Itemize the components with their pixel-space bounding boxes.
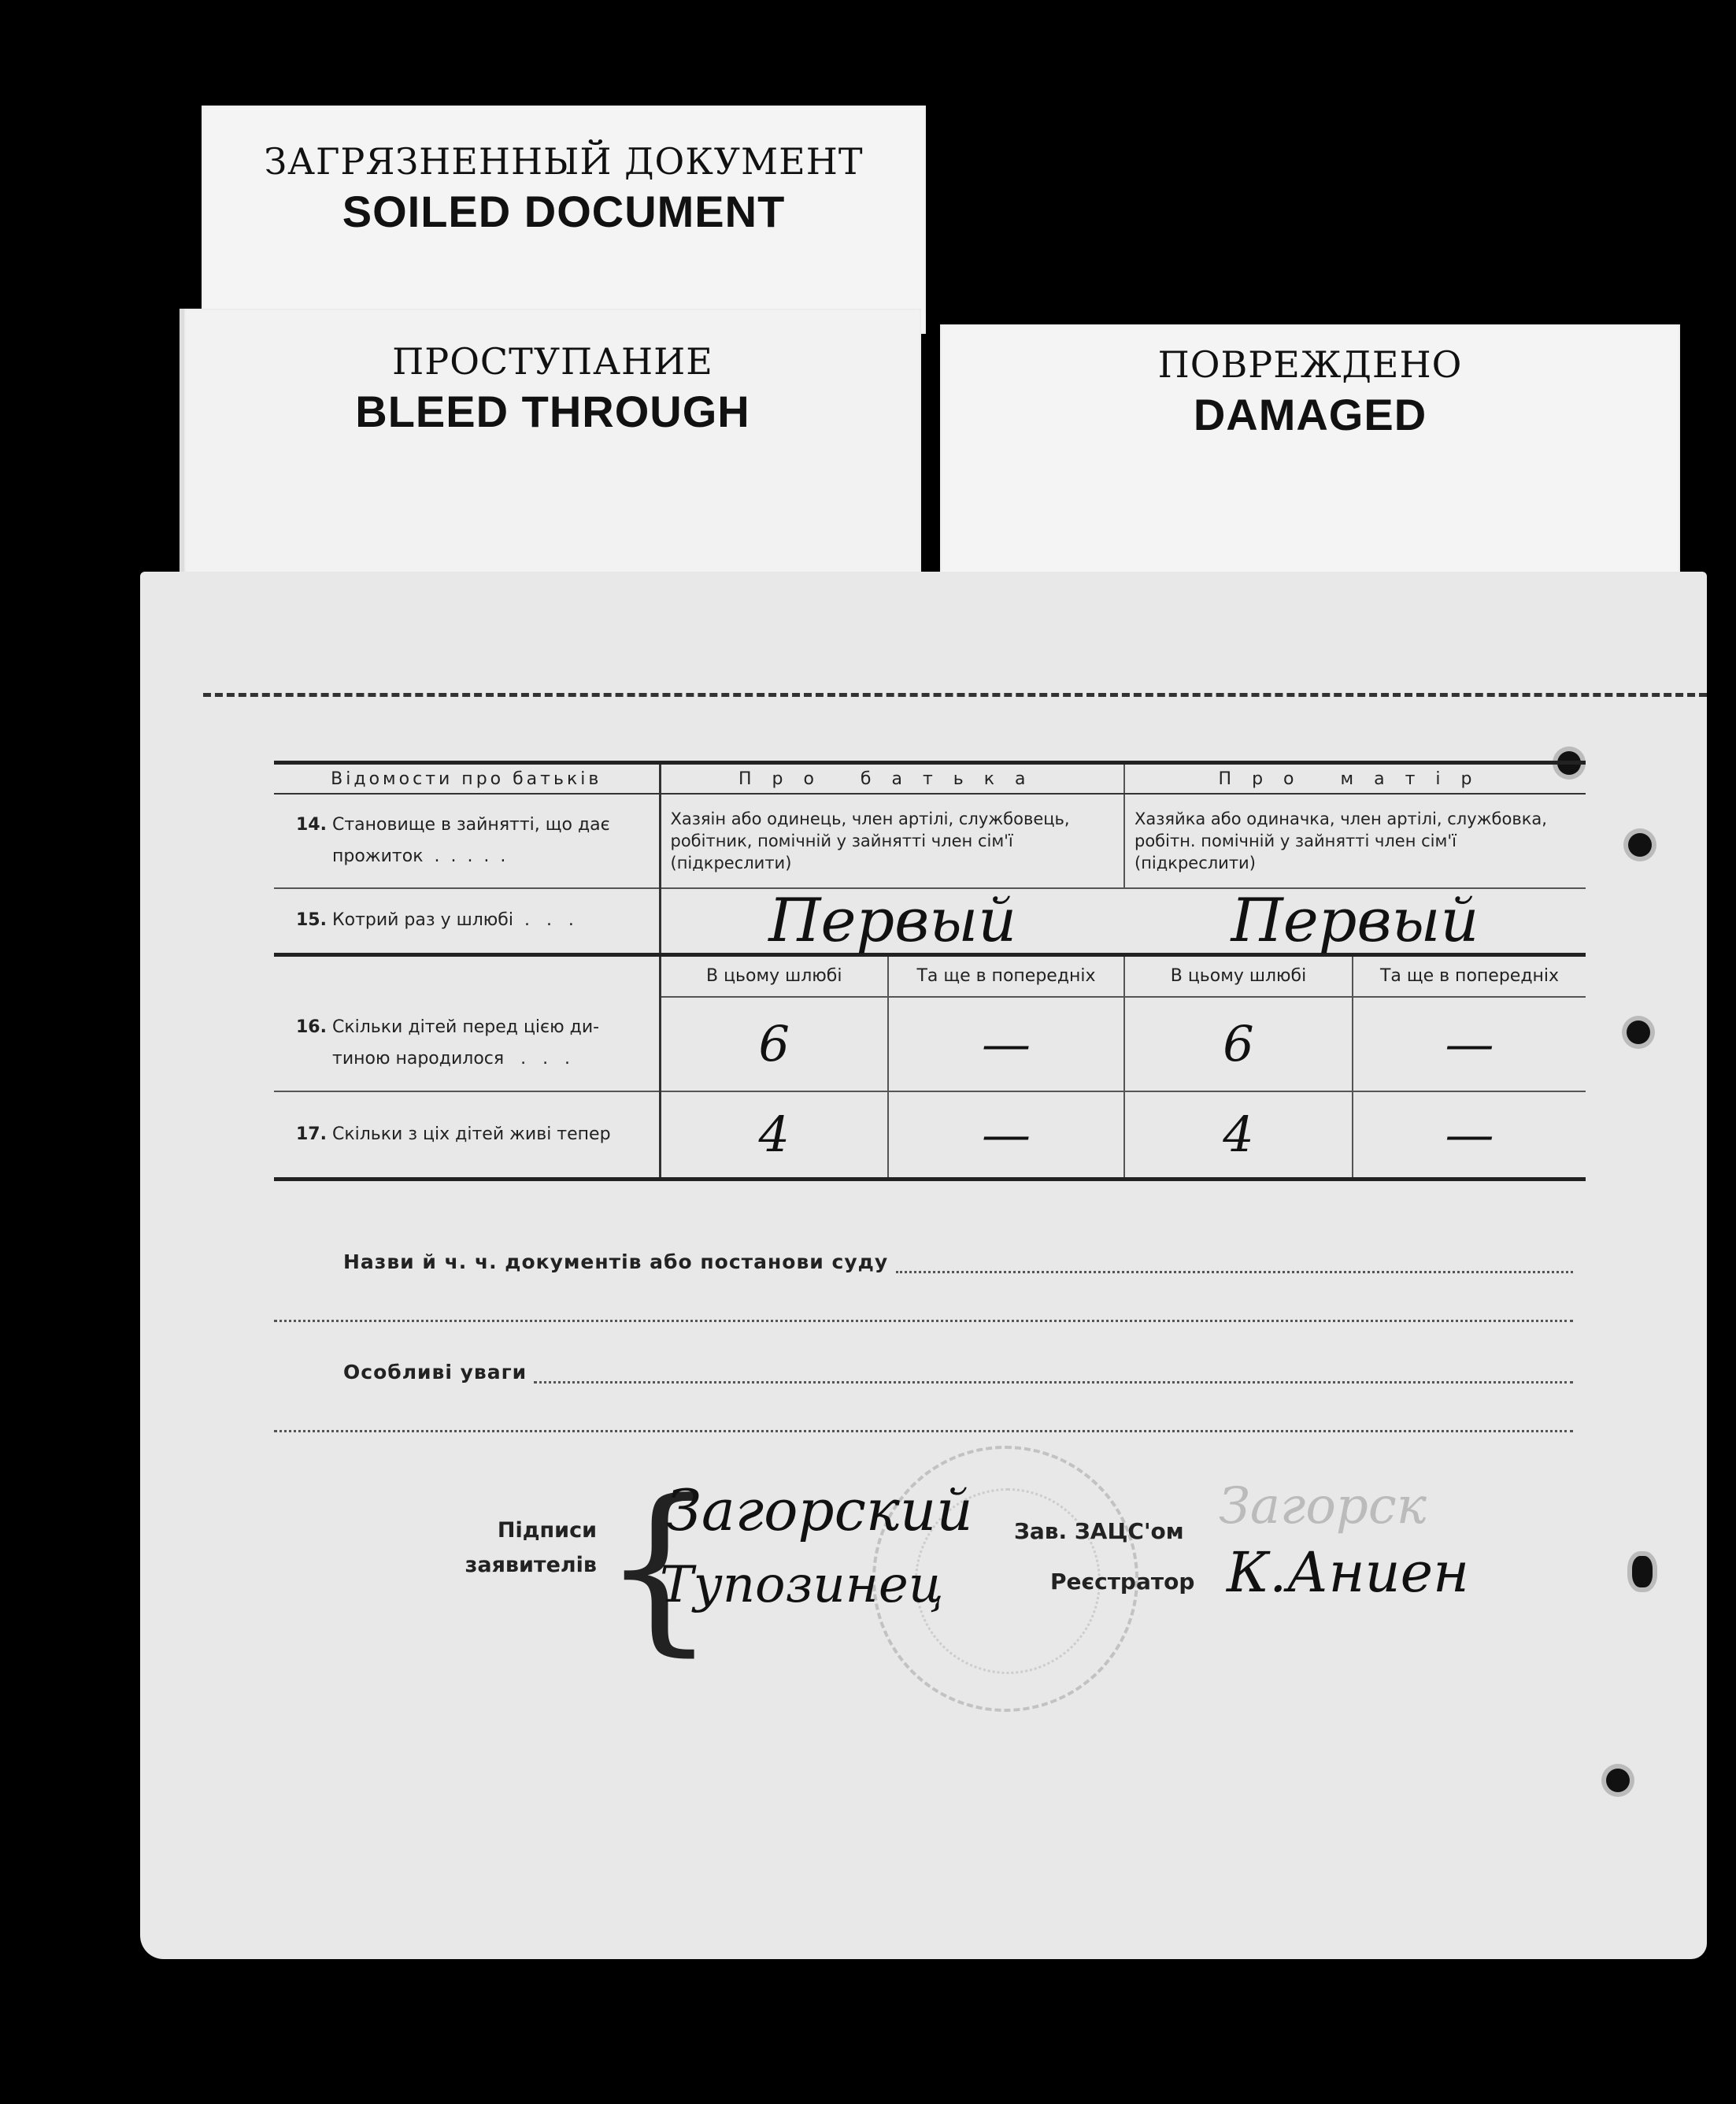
applicant-signature-2: Тупозинец xyxy=(660,1556,944,1614)
row16-father-this: 6 xyxy=(660,997,888,1091)
bleed-label-en: BLEED THROUGH xyxy=(355,387,750,436)
row17-mother-prev: — xyxy=(1353,1091,1586,1180)
row14-num: 14. xyxy=(296,815,327,835)
punch-hole xyxy=(1632,1556,1653,1587)
soiled-document-card xyxy=(202,106,926,334)
document-page xyxy=(140,572,1707,1959)
punch-hole xyxy=(1606,1769,1630,1792)
subheader-father-this: В цьому шлюбі xyxy=(660,954,888,997)
head-signature: Загорск xyxy=(1219,1477,1427,1535)
soiled-label-en: SOILED DOCUMENT xyxy=(342,187,786,236)
row16-label-b: тиною народилося xyxy=(332,1048,505,1069)
head-label: Зав. ЗАЦС'ом xyxy=(1014,1518,1184,1544)
row17-label: Скільки з ціх дітей живі тепер xyxy=(331,1124,611,1144)
remarks-line-2 xyxy=(274,1430,1573,1432)
documents-line xyxy=(896,1271,1573,1273)
remarks-line xyxy=(534,1381,1573,1384)
row16-mother-prev: — xyxy=(1353,997,1586,1091)
soiled-label-ru: ЗАГРЯЗНЕННЫЙ ДОКУМЕНТ xyxy=(264,140,864,183)
registrar-signature: К.Аниен xyxy=(1227,1540,1470,1605)
row16-father-prev: — xyxy=(888,997,1124,1091)
header-father: Про батька xyxy=(660,763,1124,795)
row17-father-this: 4 xyxy=(660,1091,888,1180)
signatures-label-a: Підписи xyxy=(497,1518,597,1543)
documents-line-2 xyxy=(274,1320,1573,1322)
header-label: Відомости про батьків xyxy=(274,763,660,795)
applicant-signature-1: Загорский xyxy=(666,1477,973,1543)
row17-num: 17. xyxy=(296,1124,327,1144)
row15-mother-value: Первый xyxy=(1231,885,1479,956)
row14-label-b: прожиток xyxy=(332,846,424,866)
documents-label: Назви й ч. ч. документів або постанови суду xyxy=(343,1250,889,1273)
signatures-brace: { xyxy=(601,1462,717,1672)
row15-label: Котрий раз у шлюбі xyxy=(331,910,513,931)
signatures-label xyxy=(329,1513,597,1583)
subheader-mother-this: В цьому шлюбі xyxy=(1124,954,1353,997)
row14-label-a: Становище в зайнятті, що дає xyxy=(331,815,610,835)
damaged-label-ru: ПОВРЕЖДЕНО xyxy=(1157,343,1463,386)
registrar-label: Реєстратор xyxy=(1050,1569,1195,1595)
row16-mother-this: 6 xyxy=(1124,997,1353,1091)
bleed-label-ru: ПРОСТУПАНИЕ xyxy=(392,340,713,383)
punch-hole xyxy=(1628,833,1652,857)
punch-hole xyxy=(1627,1021,1650,1044)
row15-father-value: Первый xyxy=(660,888,1124,954)
parents-info-table: Відомости про батьків Про батька Про матір 14. Становище в зайнятті, що дає прожиток . . . . . Хазяін або одинець, член артілі, службовець, робітник, помічній у зайнятті член сім'ї (підкреслити) Хазяйка або одиначка, член артілі, службовка, робітн. помічній у зайнятті член сім'ї (підкреслити) 15. Котрий раз у шлюбі . . . Первый Первый 16. Скільки дітей перед цією ди- тиною народилося . . . В цьому шлюбі Та ще в попередніх В цьому шлюбі Та ще в попередніх 6 — 6 — 17. Скільки з ціх дітей живі тепер 4 — 4 — xyxy=(274,761,1586,1181)
row17-mother-this: 4 xyxy=(1124,1091,1353,1180)
subheader-father-previous: Та ще в попередніх xyxy=(888,954,1124,997)
damaged-card xyxy=(940,324,1680,584)
row14-father-options: Хазяін або одинець, член артілі, службовець, робітник, помічній у зайнятті член сім'ї (підкреслити) xyxy=(660,794,1124,888)
bleed-through-card xyxy=(180,309,921,576)
perforation-line xyxy=(203,693,1707,697)
row15-num: 15. xyxy=(296,910,327,931)
subheader-mother-previous: Та ще в попередніх xyxy=(1353,954,1586,997)
row16-label-a: Скільки дітей перед цією ди- xyxy=(331,1017,600,1037)
row14-mother-options: Хазяйка або одиначка, член артілі, службовка, робітн. помічній у зайнятті член сім'ї (підкреслити) xyxy=(1124,794,1586,888)
row17-father-prev: — xyxy=(888,1091,1124,1180)
remarks-label: Особливі уваги xyxy=(343,1361,527,1384)
damaged-label-en: DAMAGED xyxy=(1193,390,1427,439)
signatures-label-b: заявителів xyxy=(465,1553,597,1577)
header-mother: Про матір xyxy=(1124,763,1586,795)
row16-num: 16. xyxy=(296,1017,327,1037)
